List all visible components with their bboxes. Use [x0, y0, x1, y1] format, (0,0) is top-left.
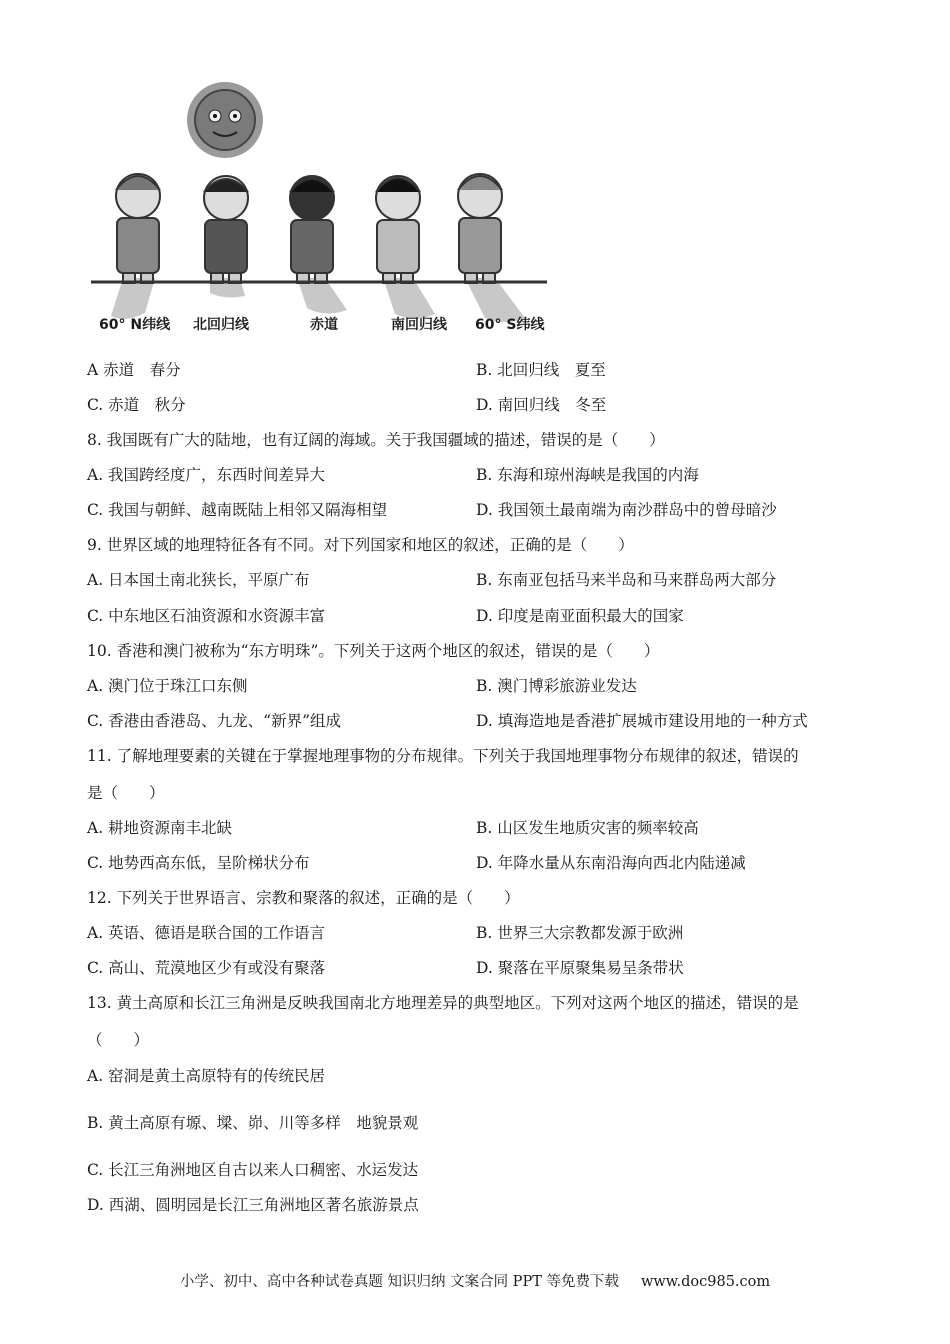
label-tropic-capricorn: 南回归线 [391, 317, 447, 333]
q12-option-a: A. 英语、德语是联合国的工作语言 [87, 924, 326, 942]
q11-option-b: B. 山区发生地质灾害的频率较高 [476, 819, 699, 837]
q10-option-b: B. 澳门博彩旅游业发达 [476, 677, 637, 695]
q10-stem: 10. 香港和澳门被称为“东方明珠”。下列关于这两个地区的叙述，错误的是（ ） [87, 642, 660, 660]
sun-icon [187, 82, 263, 158]
q7-option-d: D. 南回归线 冬至 [476, 396, 607, 414]
q7-option-b: B. 北回归线 夏至 [476, 361, 606, 379]
label-60s: 60° S纬线 [475, 317, 545, 333]
person-tropic-cancer [204, 176, 248, 283]
person-60s [458, 174, 502, 283]
q8-option-d: D. 我国领土最南端为南沙群岛中的曾母暗沙 [476, 501, 777, 519]
footer [0, 1270, 950, 1291]
person-tropic-capricorn [376, 176, 420, 283]
q8-option-a: A. 我国跨经度广，东西时间差异大 [87, 466, 326, 484]
label-tropic-cancer: 北回归线 [193, 317, 249, 333]
q12-option-c: C. 高山、荒漠地区少有或没有聚落 [87, 959, 326, 977]
sun-shadow-figure [85, 78, 555, 340]
q13-stem-line1: 13. 黄土高原和长江三角洲是反映我国南北方地理差异的典型地区。下列对这两个地区的描述，错误的是 [87, 994, 799, 1012]
q9-option-b: B. 东南亚包括马来半岛和马来群岛两大部分 [476, 571, 777, 589]
footer-text: 小学、初中、高中各种试卷真题 知识归纳 文案合同 PPT 等免费下载 [179, 1274, 619, 1290]
label-60n: 60° N纬线 [99, 317, 171, 333]
q12-stem: 12. 下列关于世界语言、宗教和聚落的叙述，正确的是（ ） [87, 889, 520, 907]
q11-stem-line1: 11. 了解地理要素的关键在于掌握地理事物的分布规律。下列关于我国地理事物分布规律的叙述，错误的 [87, 747, 799, 765]
q11-stem-line2: 是（ ） [87, 784, 165, 802]
q9-option-d: D. 印度是南亚面积最大的国家 [476, 607, 684, 625]
q7-option-c: C. 赤道 秋分 [87, 396, 186, 414]
q13-stem-line2: （ ） [87, 1031, 150, 1049]
q10-option-c: C. 香港由香港岛、九龙、“新界”组成 [87, 712, 342, 730]
q13-option-d: D. 西湖、圆明园是长江三角洲地区著名旅游景点 [87, 1196, 419, 1214]
q8-option-b: B. 东海和琼州海峡是我国的内海 [476, 466, 699, 484]
q11-option-a: A. 耕地资源南丰北缺 [87, 819, 233, 837]
footer-url[interactable]: www.doc985.com [640, 1274, 771, 1290]
q12-option-d: D. 聚落在平原聚集易呈条带状 [476, 959, 684, 977]
person-60n [116, 174, 160, 283]
q13-option-c: C. 长江三角洲地区自古以来人口稠密、水运发达 [87, 1161, 419, 1179]
q10-option-d: D. 填海造地是香港扩展城市建设用地的一种方式 [476, 712, 808, 730]
q12-option-b: B. 世界三大宗教都发源于欧洲 [476, 924, 684, 942]
q7-option-a: A 赤道 春分 [87, 361, 181, 379]
label-equator: 赤道 [310, 317, 338, 333]
q11-option-c: C. 地势西高东低，呈阶梯状分布 [87, 854, 310, 872]
q10-option-a: A. 澳门位于珠江口东侧 [87, 677, 248, 695]
q13-option-a: A. 窑洞是黄土高原特有的传统民居 [87, 1067, 326, 1085]
q9-option-a: A. 日本国土南北狭长，平原广布 [87, 571, 310, 589]
q8-stem: 8. 我国既有广大的陆地，也有辽阔的海域。关于我国疆域的描述，错误的是（ ） [87, 431, 665, 449]
q9-option-c: C. 中东地区石油资源和水资源丰富 [87, 607, 326, 625]
person-equator [290, 176, 334, 283]
q13-option-b: B. 黄土高原有塬、墚、峁、川等多样 地貌景观 [87, 1114, 419, 1132]
q11-option-d: D. 年降水量从东南沿海向西北内陆递减 [476, 854, 746, 872]
q8-option-c: C. 我国与朝鲜、越南既陆上相邻又隔海相望 [87, 501, 388, 519]
q9-stem: 9. 世界区域的地理特征各有不同。对下列国家和地区的叙述，正确的是（ ） [87, 536, 634, 554]
